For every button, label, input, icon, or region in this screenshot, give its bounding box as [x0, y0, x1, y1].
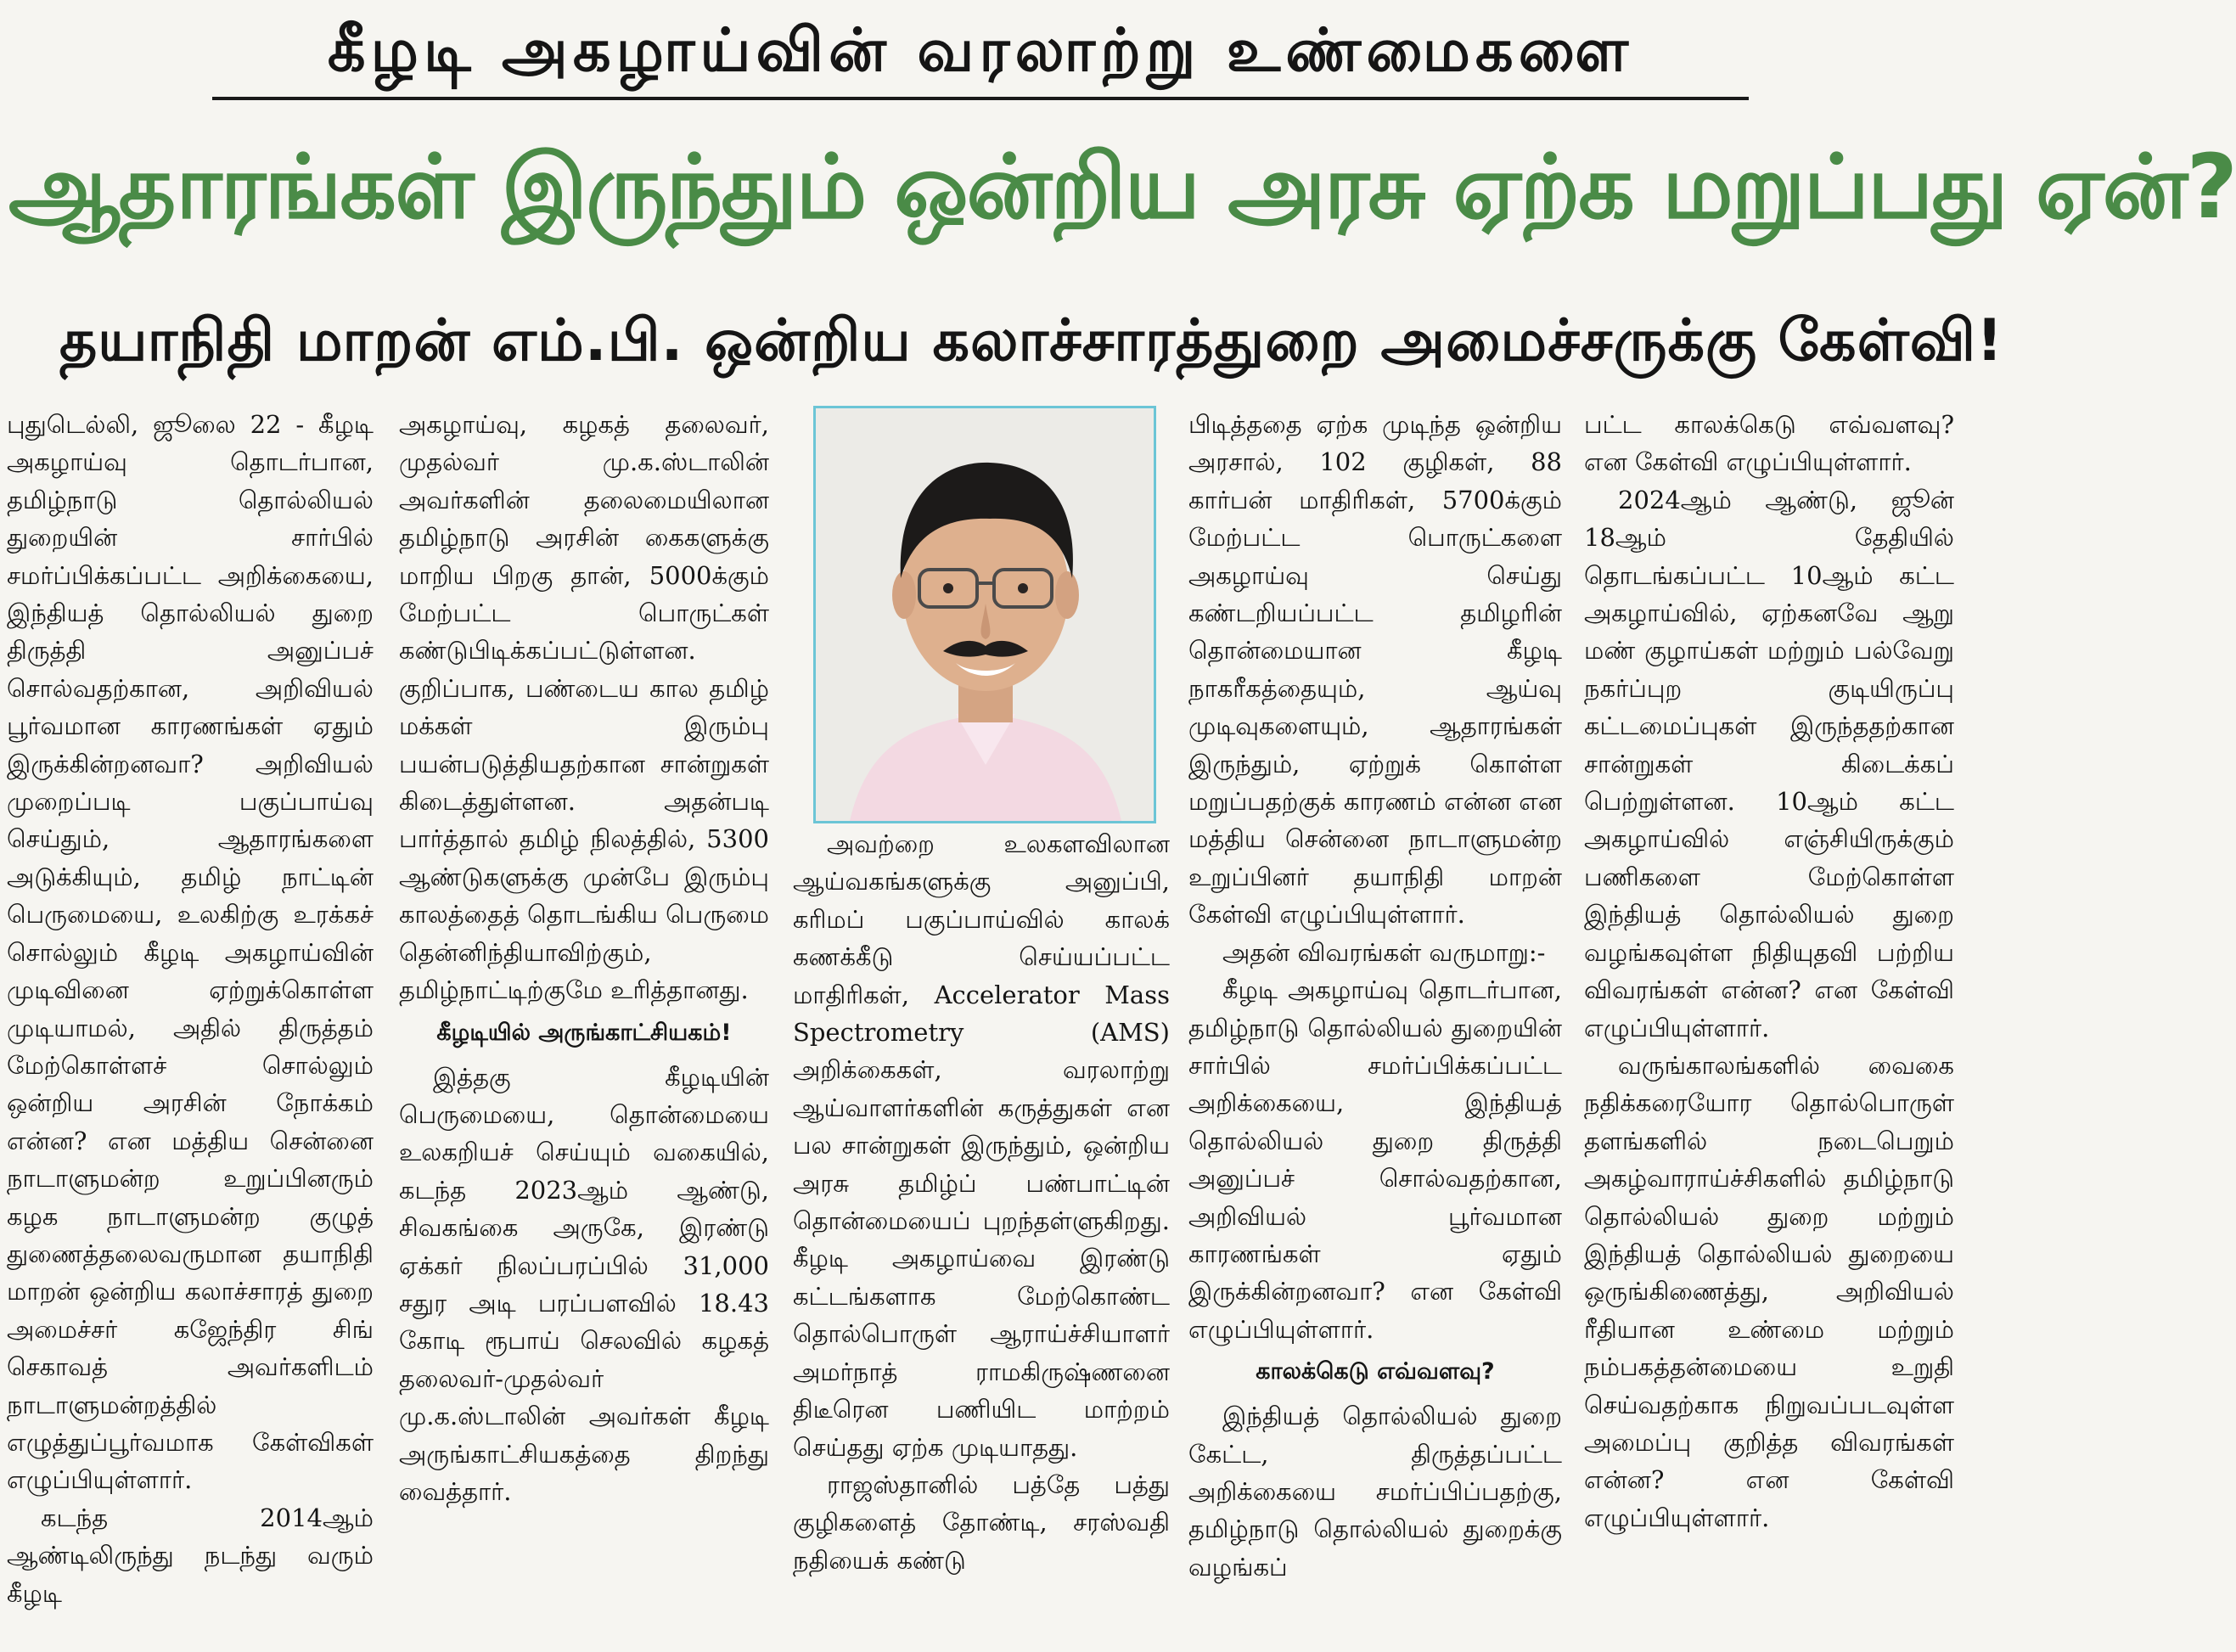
article-column-1 — [7, 406, 374, 1652]
paragraph: ராஜஸ்தானில் பத்தே பத்து குழிகளைத் தோண்டி, சரஸ்வதி நதியைக் கண்டு — [793, 1469, 1170, 1575]
kicker-headline: கீழடி அகழாய்வின் வரலாற்று உண்மைகளை — [327, 15, 1634, 85]
paragraph: கீழடி அகழாய்வு தொடர்பான, தமிழ்நாடு தொல்லியல் துறையின் சார்பில் சமர்ப்பிக்கப்பட்ட அறிக்கையை, இந்தியத் தொல்லியல் துறை திருத்தி அனுப்பச் சொல்வதற்கான, அறிவியல் பூர்வமான காரணங்கள் ஏதும் இருக்கின்றனவா? என கேள்வி எழுப்பியுள்ளார். — [1188, 975, 1562, 1344]
paragraph: 2024ஆம் ஆண்டு, ஜூன் 18ஆம் தேதியில் தொடங்கப்பட்ட 10ஆம் கட்ட அகழாய்வில், ஏற்கனவே ஆறு மண் குழாய்கள் மற்றும் பல்வேறு நகர்ப்புற குடியிருப்பு கட்டமைப்புகள் இருந்ததற்கான சான்றுகள் கிடைக்கப் பெற்றுள்ளன. 10ஆம் கட்ட அகழாய்வில் எஞ்சியிருக்கும் பணிகளை மேற்கொள்ள இந்தியத் தொல்லியல் துறை வழங்கவுள்ள நிதியுதவி பற்றிய விவரங்கள் என்ன? என கேள்வி எழுப்பியுள்ளார். — [1584, 485, 1954, 1042]
section-heading: காலக்கெடு எவ்வளவு? — [1256, 1358, 1495, 1385]
paragraph: வருங்காலங்களில் வைகை நதிக்கரையோர தொல்பொருள் தளங்களில் நடைபெறும் அகழ்வாராய்ச்சிகளில் தமிழ்நாடு தொல்லியல் துறை மற்றும் இந்தியத் தொல்லியல் துறையை ஒருங்கிணைத்து, அறிவியல் ரீதியான உண்மை மற்றும் நம்பகத்தன்மையை உறுதி செய்வதற்காக நிறுவப்படவுள்ள அமைப்பு குறித்த விவரங்கள் என்ன? என கேள்வி எழுப்பியுள்ளார். — [1584, 1050, 1954, 1532]
kicker-rule — [212, 97, 1749, 100]
main-headline: ஆதாரங்கள் இருந்தும் ஒன்றிய அரசு ஏற்க மறுப்பது ஏன்? — [8, 135, 2236, 239]
paragraph: பட்ட காலக்கெடு எவ்வளவு? என கேள்வி எழுப்பியுள்ளார். — [1584, 410, 1954, 477]
paragraph: அவற்றை உலகளவிலான ஆய்வகங்களுக்கு அனுப்பி, கரிமப் பகுப்பாய்வில் காலக் கணக்கீடு செய்யப்பட்ட மாதிரிகள், Accelerator Mass Spectrometry (AMS) அறிக்கைகள், வரலாற்று ஆய்வாளர்களின் கருத்துகள் என பல சான்றுகள் இருந்தும், ஒன்றிய அரசு தமிழ்ப் பண்பாட்டின் தொன்மையைப் புறந்தள்ளுகிறது. கீழடி அகழாய்வை இரண்டு கட்டங்களாக மேற்கொண்ட தொல்பொருள் ஆராய்ச்சியாளர் அமர்நாத் ராமகிருஷ்ணனை திடீரென பணியிட மாற்றம் செய்தது ஏற்க முடியாதது. — [793, 829, 1170, 1462]
paragraph: இந்தியத் தொல்லியல் துறை கேட்ட, திருத்தப்பட்ட அறிக்கையை சமர்ப்பிப்பதற்கு, தமிழ்நாடு தொல்லியல் துறைக்கு வழங்கப் — [1188, 1402, 1562, 1582]
paragraph: பிடித்ததை ஏற்க முடிந்த ஒன்றிய அரசால், 102 குழிகள், 88 கார்பன் மாதிரிகள், 5700க்கும் மேற்பட்ட பொருட்களை அகழாய்வு செய்து கண்டறியப்பட்ட தமிழரின் தொன்மையான கீழடி நாகரீகத்தையும், ஆய்வு முடிவுகளையும், ஆதாரங்கள் இருந்தும், ஏற்றுக் கொள்ள மறுப்பதற்குக் காரணம் என்ன என மத்திய சென்னை நாடாளுமன்ற உறுப்பினர் தயாநிதி மாறன் கேள்வி எழுப்பியுள்ளார். — [1188, 410, 1562, 930]
article-column-3 — [793, 825, 1170, 1652]
paragraph: இத்தகு கீழடியின் பெருமையை, தொன்மையை உலகறியச் செய்யும் வகையில், கடந்த 2023ஆம் ஆண்டு, சிவகங்கை அருகே, இரண்டு ஏக்கர் நிலப்பரப்பில் 31,000 சதுர அடி பரப்பளவில் 18.43 கோடி ரூபாய் செலவில் கழகத் தலைவர்-முதல்வர் மு.க.ஸ்டாலின் அவர்கள் கீழடி அருங்காட்சியகத்தை திறந்து வைத்தார். — [399, 1062, 769, 1506]
article-column-5 — [1584, 406, 1954, 1652]
paragraph: கடந்த 2014ஆம் ஆண்டிலிருந்து நடந்து வரும் கீழடி — [7, 1503, 374, 1608]
portrait-illustration — [816, 408, 1154, 821]
article-column-4 — [1188, 406, 1562, 1652]
paragraph: அதன் விவரங்கள் வருமாறு:- — [1222, 937, 1546, 967]
paragraph: புதுடெல்லி, ஜூலை 22 - கீழடி அகழாய்வு தொடர்பான, தமிழ்நாடு தொல்லியல் துறையின் சார்பில் சமர்ப்பிக்கப்பட்ட அறிக்கையை, இந்தியத் தொல்லியல் துறை திருத்தி அனுப்பச் சொல்வதற்கான, அறிவியல் பூர்வமான காரணங்கள் ஏதும் இருக்கின்றனவா? அறிவியல் முறைப்படி பகுப்பாய்வு செய்தும், ஆதாரங்களை அடுக்கியும், தமிழ் நாட்டின் பெருமையை, உலகிற்கு உரக்கச் சொல்லும் கீழடி அகழாய்வின் முடிவினை ஏற்றுக்கொள்ள முடியாமல், அதில் திருத்தம் மேற்கொள்ளச் சொல்லும் ஒன்றிய அரசின் நோக்கம் என்ன? என மத்திய சென்னை நாடாளுமன்ற உறுப்பினரும் கழக நாடாளுமன்ற குழுத் துணைத்தலைவருமான தயாநிதி மாறன் ஒன்றிய கலாச்சாரத் துறை அமைச்சர் கஜேந்திர சிங் செகாவத் அவர்களிடம் நாடாளுமன்றத்தில் எழுத்துப்பூர்வமாக கேள்விகள் எழுப்பியுள்ளார். — [7, 410, 374, 1495]
portrait-photo — [813, 406, 1156, 823]
article-column-2 — [399, 406, 769, 1652]
section-heading: கீழடியில் அருங்காட்சியகம்! — [436, 1019, 732, 1046]
paragraph: அகழாய்வு, கழகத் தலைவர், முதல்வர் மு.க.ஸ்டாலின் அவர்களின் தலைமையிலான தமிழ்நாடு அரசின் கைகளுக்கு மாறிய பிறகு தான், 5000க்கும் மேற்பட்ட பொருட்கள் கண்டுபிடிக்கப்பட்டுள்ளன. குறிப்பாக, பண்டைய கால தமிழ் மக்கள் இரும்பு பயன்படுத்தியதற்கான சான்றுகள் கிடைத்துள்ளன. அதன்படி பார்த்தால் தமிழ் நிலத்தில், 5300 ஆண்டுகளுக்கு முன்பே இரும்பு காலத்தைத் தொடங்கிய பெருமை தென்னிந்தியாவிற்கும், தமிழ்நாட்டிற்குமே உரித்தானது. — [399, 410, 769, 1005]
subheadline: தயாநிதி மாறன் எம்.பி. ஒன்றிய கலாச்சாரத்துறை அமைச்சருக்கு கேள்வி! — [59, 307, 2004, 374]
